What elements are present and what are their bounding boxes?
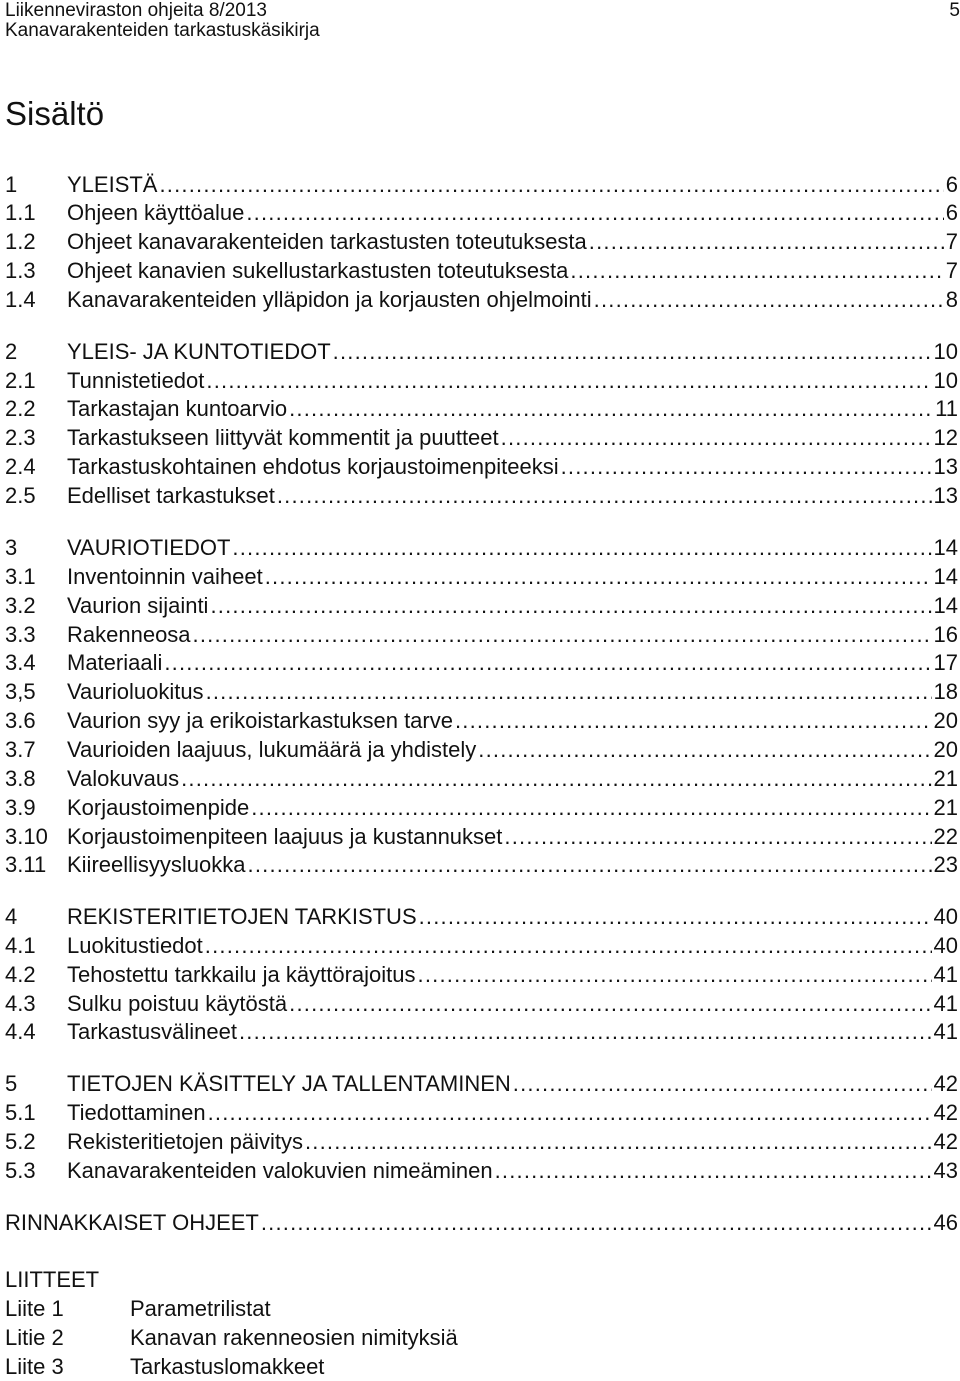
toc-entry-line bbox=[67, 706, 960, 735]
toc-entry[interactable] bbox=[0, 198, 960, 227]
toc-entry-page: 46 bbox=[933, 1210, 958, 1235]
toc-dot-leader bbox=[159, 170, 943, 199]
toc-entry-number: 2.4 bbox=[5, 454, 36, 479]
toc-entry-label: TIETOJEN KÄSITTELY JA TALLENTAMINEN bbox=[67, 1071, 511, 1096]
toc-entry-label: Kanavarakenteiden ylläpidon ja korjausten ohjelmointi bbox=[67, 287, 592, 312]
toc-entry-page: 41 bbox=[933, 962, 958, 987]
toc-entry-label: Tarkastuskohtainen ehdotus korjaustoimenpiteeksi bbox=[67, 454, 559, 479]
toc-entry-line bbox=[67, 285, 960, 314]
toc-entry[interactable] bbox=[0, 735, 960, 764]
toc-dot-leader bbox=[251, 793, 931, 822]
toc-entry-page: 10 bbox=[933, 339, 958, 364]
toc-entry-label: Vaurioiden laajuus, lukumäärä ja yhdistely bbox=[67, 737, 477, 762]
toc-entry[interactable] bbox=[0, 822, 960, 851]
toc-entry-label: Tehostettu tarkkailu ja käyttörajoitus bbox=[67, 962, 416, 987]
toc-entry-number: 3.9 bbox=[5, 795, 36, 820]
toc-entry[interactable] bbox=[0, 902, 960, 931]
toc-entry[interactable] bbox=[0, 481, 960, 510]
toc-entry-page: 7 bbox=[945, 229, 958, 254]
toc-entry-page: 42 bbox=[933, 1071, 958, 1096]
toc-entry-number: 1.3 bbox=[5, 258, 36, 283]
toc-entry-line bbox=[67, 198, 960, 227]
toc-entry-page: 16 bbox=[933, 622, 958, 647]
toc-entry-number: 1 bbox=[5, 172, 18, 197]
toc-entry-number: 3.8 bbox=[5, 766, 36, 791]
appendices-heading: LIITTEET bbox=[5, 1267, 100, 1292]
toc-entry-number: 3.6 bbox=[5, 708, 36, 733]
toc-entry[interactable] bbox=[0, 366, 960, 395]
toc-entry-number: 3.7 bbox=[5, 737, 36, 762]
appendix-name: Parametrilistat bbox=[130, 1296, 271, 1321]
toc-entry-page: 13 bbox=[933, 454, 958, 479]
toc-entry-number: 3.10 bbox=[5, 824, 48, 849]
toc-entry-line bbox=[67, 1127, 960, 1156]
toc-entry-page: 22 bbox=[933, 824, 958, 849]
toc-entry-label: Kanavarakenteiden valokuvien nimeäminen bbox=[67, 1158, 493, 1183]
toc-entry[interactable] bbox=[0, 452, 960, 481]
toc-dot-leader bbox=[561, 452, 932, 481]
toc-entry-line bbox=[67, 1098, 960, 1127]
toc-entry-label: YLEIS- JA KUNTOTIEDOT bbox=[67, 339, 331, 364]
toc-entry-line bbox=[67, 170, 960, 199]
toc-dot-leader bbox=[289, 989, 931, 1018]
toc-entry-line bbox=[67, 481, 960, 510]
toc-entry-number: 3,5 bbox=[5, 679, 36, 704]
toc-entry-label: Rekisteritietojen päivitys bbox=[67, 1129, 303, 1154]
toc-dot-leader bbox=[594, 285, 944, 314]
toc-entry-line bbox=[67, 562, 960, 591]
toc-entry-number: 4.4 bbox=[5, 1019, 36, 1044]
toc-entry-page: 6 bbox=[945, 172, 958, 197]
toc-dot-leader bbox=[495, 1156, 932, 1185]
toc-entry-page: 42 bbox=[933, 1100, 958, 1125]
toc-entry-number: 2.3 bbox=[5, 425, 36, 450]
toc-dot-leader bbox=[478, 735, 931, 764]
toc-dot-leader bbox=[305, 1127, 932, 1156]
toc-entry-page: 8 bbox=[945, 287, 958, 312]
toc-entry[interactable] bbox=[0, 285, 960, 314]
toc-entry-page: 41 bbox=[933, 1019, 958, 1044]
toc-entry[interactable] bbox=[0, 931, 960, 960]
toc-dot-leader bbox=[164, 648, 931, 677]
toc-entry-page: 11 bbox=[935, 396, 958, 421]
toc-entry-line bbox=[67, 902, 960, 931]
toc-entry-line bbox=[67, 735, 960, 764]
toc-entry[interactable] bbox=[0, 960, 960, 989]
toc-dot-leader bbox=[570, 256, 943, 285]
toc-entry-page: 21 bbox=[933, 795, 958, 820]
toc-entry-page: 40 bbox=[933, 933, 958, 958]
toc-entry-number: 3 bbox=[5, 535, 18, 560]
toc-entry-page: 21 bbox=[933, 766, 958, 791]
toc-entry-line bbox=[67, 591, 960, 620]
toc-entry-page: 43 bbox=[933, 1158, 958, 1183]
toc-entry[interactable] bbox=[0, 227, 960, 256]
toc-dot-leader bbox=[333, 337, 932, 366]
toc-entry-number: 2.5 bbox=[5, 483, 36, 508]
toc-entry-number: 5.1 bbox=[5, 1100, 36, 1125]
toc-entry-line bbox=[67, 822, 960, 851]
toc-entry[interactable] bbox=[0, 591, 960, 620]
toc-entry-line bbox=[67, 677, 960, 706]
toc-entry-line bbox=[67, 960, 960, 989]
appendix-code: Liite 3 bbox=[5, 1354, 64, 1379]
toc-entry-label: Valokuvaus bbox=[67, 766, 180, 791]
toc-entry-number: 2.2 bbox=[5, 396, 36, 421]
toc-entry-number: 5 bbox=[5, 1071, 18, 1096]
toc-entry-line bbox=[67, 452, 960, 481]
toc-entry[interactable] bbox=[0, 1127, 960, 1156]
toc-entry[interactable] bbox=[0, 1156, 960, 1185]
toc-entry-line bbox=[67, 533, 960, 562]
toc-entry[interactable] bbox=[0, 620, 960, 649]
page-number: 5 bbox=[949, 0, 960, 21]
toc-dot-leader bbox=[248, 850, 932, 879]
toc-entry-label: Edelliset tarkastukset bbox=[67, 483, 275, 508]
toc-dot-leader bbox=[193, 620, 932, 649]
toc-entry-page: 17 bbox=[933, 650, 958, 675]
toc-entry-number: 3.4 bbox=[5, 650, 36, 675]
toc-entry[interactable] bbox=[0, 677, 960, 706]
toc-entry-page: 20 bbox=[933, 708, 958, 733]
toc-entry-line bbox=[67, 1156, 960, 1185]
toc-entry-number: 3.11 bbox=[5, 852, 47, 877]
toc-entry-page: 10 bbox=[933, 368, 958, 393]
toc-entry-number: 5.3 bbox=[5, 1158, 36, 1183]
toc-dot-leader bbox=[261, 1208, 932, 1237]
toc-entry-label: VAURIOTIEDOT bbox=[67, 535, 231, 560]
toc-entry-number: 2.1 bbox=[5, 368, 36, 393]
toc-entry-label: YLEISTÄ bbox=[67, 172, 158, 197]
toc-entry-line bbox=[67, 793, 960, 822]
toc-entry-line bbox=[67, 931, 960, 960]
appendix-name: Kanavan rakenneosien nimityksiä bbox=[130, 1325, 458, 1350]
appendix-name: Tarkastuslomakkeet bbox=[130, 1354, 325, 1379]
toc-entry-label: Tarkastajan kuntoarvio bbox=[67, 396, 288, 421]
toc-entry-label: Vaurion syy ja erikoistarkastuksen tarve bbox=[67, 708, 453, 733]
toc-entry[interactable] bbox=[0, 394, 960, 423]
toc-entry[interactable] bbox=[0, 256, 960, 285]
toc-entry[interactable] bbox=[0, 850, 960, 879]
toc-entry-page: 42 bbox=[933, 1129, 958, 1154]
toc-entry-page: 14 bbox=[933, 593, 958, 618]
toc-entry-line bbox=[67, 423, 960, 452]
toc-entry-label: Korjaustoimenpide bbox=[67, 795, 250, 820]
toc-entry-number: 2 bbox=[5, 339, 18, 364]
document-title: Kanavarakenteiden tarkastuskäsikirja bbox=[5, 20, 320, 41]
toc-dot-leader bbox=[265, 562, 932, 591]
publication-series: Liikenneviraston ohjeita 8/2013 bbox=[5, 0, 267, 21]
appendix-entry[interactable] bbox=[0, 1352, 960, 1381]
toc-entry-number: 3.3 bbox=[5, 622, 36, 647]
appendix-code: Litie 2 bbox=[5, 1325, 64, 1350]
toc-entry-page: 40 bbox=[933, 904, 958, 929]
toc-entry-page: 41 bbox=[933, 991, 958, 1016]
toc-entry[interactable] bbox=[0, 648, 960, 677]
toc-dot-leader bbox=[513, 1069, 932, 1098]
toc-entry-label: Ohjeet kanavarakenteiden tarkastusten toteutuksesta bbox=[67, 229, 587, 254]
toc-entry-line bbox=[67, 366, 960, 395]
appendix-entry[interactable] bbox=[0, 1323, 960, 1352]
toc-dot-leader bbox=[289, 394, 933, 423]
toc-entry[interactable] bbox=[0, 170, 960, 199]
toc-dot-leader bbox=[181, 764, 931, 793]
toc-dot-leader bbox=[232, 533, 931, 562]
toc-entry[interactable] bbox=[0, 1208, 960, 1237]
toc-entry-line bbox=[67, 764, 960, 793]
toc-entry-number: 5.2 bbox=[5, 1129, 36, 1154]
toc-entry-label: Ohjeet kanavien sukellustarkastusten toteutuksesta bbox=[67, 258, 569, 283]
toc-dot-leader bbox=[206, 366, 931, 395]
toc-dot-leader bbox=[208, 1098, 932, 1127]
toc-entry-line bbox=[67, 648, 960, 677]
appendix-code: Liite 1 bbox=[5, 1296, 64, 1321]
toc-entry-line bbox=[5, 1208, 960, 1237]
toc-entry[interactable] bbox=[0, 1017, 960, 1046]
toc-dot-leader bbox=[210, 591, 931, 620]
toc-entry[interactable] bbox=[0, 562, 960, 591]
toc-entry-page: 7 bbox=[945, 258, 958, 283]
toc-entry-number: 4 bbox=[5, 904, 18, 929]
toc-entry-label: Vaurion sijainti bbox=[67, 593, 209, 618]
toc-entry-label: Rakenneosa bbox=[67, 622, 191, 647]
toc-entry-number: 4.2 bbox=[5, 962, 36, 987]
toc-entry-label: RINNAKKAISET OHJEET bbox=[5, 1210, 259, 1235]
toc-dot-leader bbox=[418, 960, 932, 989]
toc-dot-leader bbox=[205, 931, 932, 960]
toc-entry[interactable] bbox=[0, 533, 960, 562]
toc-entry-page: 14 bbox=[933, 564, 958, 589]
toc-entry[interactable] bbox=[0, 1069, 960, 1098]
toc-entry-label: REKISTERITIETOJEN TARKISTUS bbox=[67, 904, 417, 929]
toc-entry-label: Luokitustiedot bbox=[67, 933, 203, 958]
toc-dot-leader bbox=[501, 423, 932, 452]
toc-entry-line bbox=[67, 1017, 960, 1046]
toc-entry-label: Materiaali bbox=[67, 650, 163, 675]
toc-entry-label: Korjaustoimenpiteen laajuus ja kustannukset bbox=[67, 824, 503, 849]
toc-entry-number: 1.4 bbox=[5, 287, 36, 312]
toc-entry-line bbox=[67, 989, 960, 1018]
toc-entry-line bbox=[67, 850, 960, 879]
toc-entry-line bbox=[67, 227, 960, 256]
toc-dot-leader bbox=[455, 706, 932, 735]
toc-entry[interactable] bbox=[0, 423, 960, 452]
toc-entry-page: 14 bbox=[933, 535, 958, 560]
toc-dot-leader bbox=[277, 481, 932, 510]
toc-heading: Sisältö bbox=[5, 95, 105, 132]
toc-entry-number: 4.3 bbox=[5, 991, 36, 1016]
toc-entry-line bbox=[67, 337, 960, 366]
toc-entry-line bbox=[67, 394, 960, 423]
toc-entry-page: 23 bbox=[933, 852, 958, 877]
toc-entry-label: Tiedottaminen bbox=[67, 1100, 206, 1125]
toc-entry[interactable] bbox=[0, 764, 960, 793]
toc-entry-line bbox=[67, 620, 960, 649]
toc-entry[interactable] bbox=[0, 1098, 960, 1127]
toc-entry[interactable] bbox=[0, 793, 960, 822]
toc-entry-label: Kiireellisyysluokka bbox=[67, 852, 246, 877]
toc-entry-page: 20 bbox=[933, 737, 958, 762]
toc-entry-label: Inventoinnin vaiheet bbox=[67, 564, 263, 589]
toc-entry-number: 1.1 bbox=[5, 200, 36, 225]
toc-dot-leader bbox=[246, 198, 943, 227]
toc-entry-label: Tarkastusvälineet bbox=[67, 1019, 237, 1044]
toc-entry-page: 18 bbox=[933, 679, 958, 704]
toc-entry-number: 4.1 bbox=[5, 933, 36, 958]
toc-dot-leader bbox=[589, 227, 944, 256]
toc-entry[interactable] bbox=[0, 337, 960, 366]
toc-entry-label: Tarkastukseen liittyvät kommentit ja puutteet bbox=[67, 425, 499, 450]
toc-entry-number: 1.2 bbox=[5, 229, 36, 254]
toc-entry-number: 3.2 bbox=[5, 593, 36, 618]
toc-entry-page: 13 bbox=[933, 483, 958, 508]
toc-entry-number: 3.1 bbox=[5, 564, 36, 589]
toc-entry[interactable] bbox=[0, 706, 960, 735]
toc-entry-label: Vaurioluokitus bbox=[67, 679, 204, 704]
toc-entry[interactable] bbox=[0, 989, 960, 1018]
toc-entry-label: Ohjeen käyttöalue bbox=[67, 200, 245, 225]
appendix-entry[interactable] bbox=[0, 1294, 960, 1323]
toc-entry-line bbox=[67, 1069, 960, 1098]
toc-entry-line bbox=[67, 256, 960, 285]
toc-entry-page: 6 bbox=[945, 200, 958, 225]
toc-dot-leader bbox=[206, 677, 932, 706]
toc-entry-label: Tunnistetiedot bbox=[67, 368, 205, 393]
toc-dot-leader bbox=[419, 902, 932, 931]
toc-entry-label: Sulku poistuu käytöstä bbox=[67, 991, 288, 1016]
toc-entry-page: 12 bbox=[933, 425, 958, 450]
toc-dot-leader bbox=[239, 1017, 932, 1046]
toc-dot-leader bbox=[504, 822, 931, 851]
